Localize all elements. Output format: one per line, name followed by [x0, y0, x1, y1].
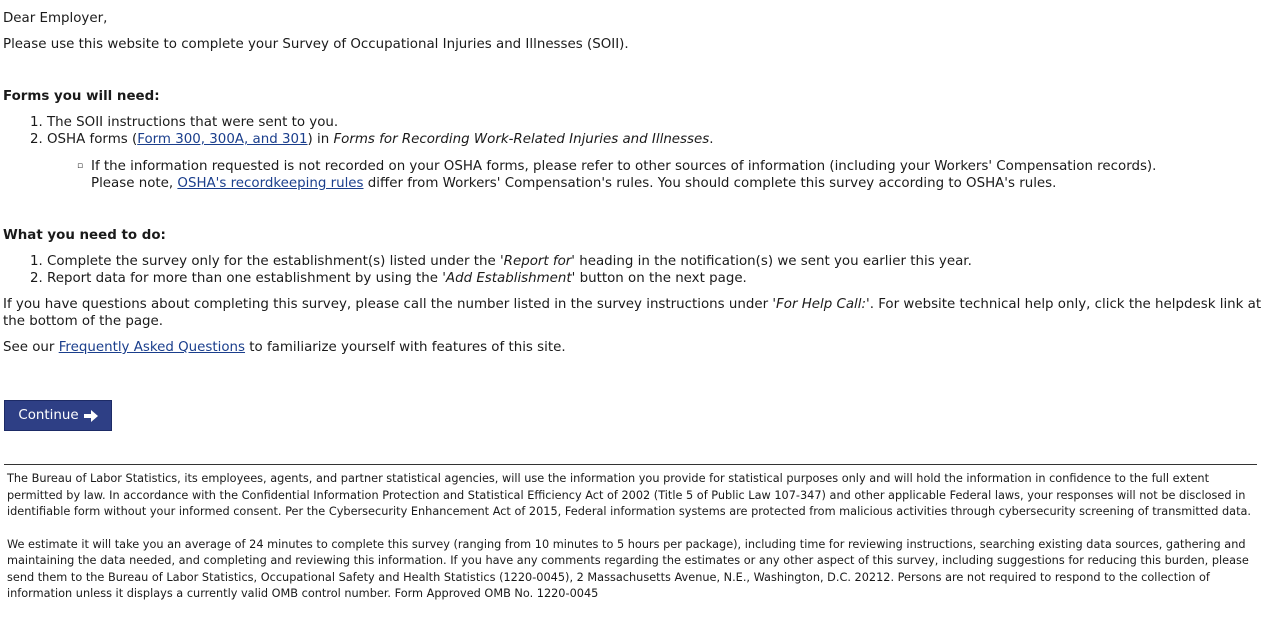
- todo-item-prefix: Complete the survey only for the establishment(s) listed under the: [47, 254, 500, 269]
- todo-list-item: [47, 253, 1265, 270]
- continue-button-label: Continue: [18, 408, 79, 423]
- forms-item-emphasis: Forms for Recording Work-Related Injuries and Illnesses: [333, 132, 710, 147]
- forms-list: [3, 114, 1265, 148]
- forms-item-suffix: .: [709, 132, 714, 147]
- todo-item-suffix: heading in the notification(s) we sent you earlier this year.: [575, 254, 972, 269]
- questions-prefix: If you have questions about completing this survey, please call the number listed in the survey instructions under: [3, 297, 773, 312]
- todo-list-item: [47, 270, 1265, 287]
- forms-heading: Forms you will need:: [3, 89, 160, 104]
- questions-emphasis: 'For Help Call:': [772, 297, 870, 312]
- todo-item-prefix: Report data for more than one establishment by using the: [47, 271, 443, 286]
- forms-list-item: [47, 131, 1265, 148]
- forms-item-text: The SOII instructions that were sent to you.: [47, 115, 339, 130]
- intro-text: Please use this website to complete your Survey of Occupational Injuries and Illnesses (SOII).: [3, 37, 629, 52]
- recordkeeping-rules-link[interactable]: OSHA's recordkeeping rules: [177, 176, 364, 191]
- greeting: Dear Employer,: [3, 11, 108, 26]
- faq-text: [3, 339, 1265, 356]
- faq-suffix: to familiarize yourself with features of this site.: [245, 340, 566, 355]
- footer-disclaimer: [4, 464, 1257, 603]
- forms-note: [77, 158, 1265, 192]
- todo-item-emphasis: 'Add Establishment': [442, 271, 576, 286]
- burden-statement: We estimate it will take you an average of 24 minutes to complete this survey (ranging from 10 minutes to 5 hours per package), including time for reviewing instructions, searching existing data sources, gathering and maintaining the data needed, and completing and reviewing this information. If you have any comments regarding the estimates or any other aspect of this survey, including suggestions for reducing this burden, please send them to the Bureau of Labor Statistics, Occupational Safety and Health Statistics (1220-0045), 2 Massachusetts Avenue, N.E., Washington, D.C. 20212. Persons are not required to respond to the collection of information unless it displays a currently valid OMB control number. Form Approved OMB No. 1220-0045: [7, 537, 1249, 600]
- forms-list-item: [47, 114, 1265, 131]
- todo-list: [3, 253, 1265, 287]
- continue-button[interactable]: [4, 400, 112, 431]
- faq-link[interactable]: Frequently Asked Questions: [58, 340, 246, 355]
- todo-item-emphasis: 'Report for': [499, 254, 575, 269]
- forms-item-middle: ) in: [307, 132, 334, 147]
- bullet-icon: ▫: [77, 161, 84, 171]
- confidentiality-statement: The Bureau of Labor Statistics, its employees, agents, and partner statistical agencies, will use the information you provide for statistical purposes only and will hold the information in confidence to the full extent permitted by law. In accordance with the Confidential Information Protection and Statistical Efficiency Act of 2002 (Title 5 of Public Law 107-347) and other applicable Federal laws, your responses will not be disclosed in identifiable form without your informed consent. Per the Cybersecurity Enhancement Act of 2015, Federal information systems are protected from malicious activities through cybersecurity screening of transmitted data.: [7, 472, 1252, 518]
- todo-heading: What you need to do:: [3, 228, 166, 243]
- forms-note-line2-prefix: Please note,: [91, 176, 178, 191]
- questions-text: [3, 296, 1265, 330]
- forms-note-list: [3, 158, 1265, 192]
- forms-note-line2-suffix: differ from Workers' Compensation's rules. You should complete this survey according to OSHA's rules.: [363, 176, 1057, 191]
- faq-prefix: See our: [3, 340, 59, 355]
- osha-forms-link[interactable]: Form 300, 300A, and 301: [137, 132, 308, 147]
- forms-item-prefix: OSHA forms (: [47, 132, 138, 147]
- todo-item-suffix: button on the next page.: [575, 271, 747, 286]
- arrow-right-icon: [84, 410, 98, 422]
- forms-note-line1: If the information requested is not recorded on your OSHA forms, please refer to other sources of information (including your Workers' Compensation records).: [91, 159, 1157, 174]
- questions-suffix: . For website technical help only, click the helpdesk link at the bottom of the page.: [3, 297, 1262, 329]
- main-content: [3, 10, 1265, 356]
